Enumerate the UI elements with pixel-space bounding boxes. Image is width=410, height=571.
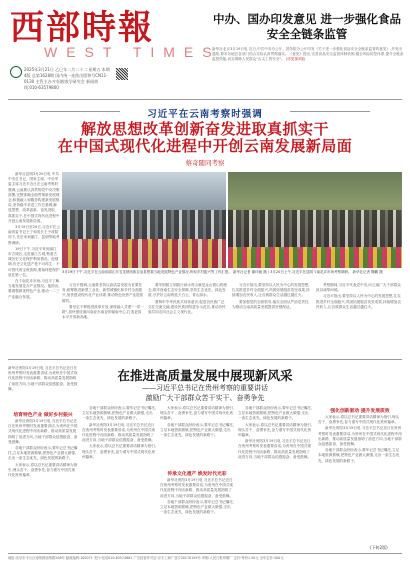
main-headline-line1: 解放思想改革创新奋发进取真抓实干 (80, 120, 329, 138)
second-story-lead: 新华社贵阳3月19日电 习近平总书记近日在贵州考察时发表重要讲话,为贵州在中国式现代化进程中闯出新路、推动高质量发展指明了前进方向,当地干部群众倍感振奋、备受鼓舞。 (8, 366, 78, 391)
divider (8, 553, 402, 554)
divider (8, 359, 402, 360)
byline: 蔡奇随同考察 (185, 159, 225, 167)
photo-village-visit (228, 172, 402, 268)
photo-caption: 3月19日下午,习近平在云南省丽江市玉龙纳西族自治县察看当地发展特色产业情况,听取乡村振兴等工作汇报。 新华社记者 谢环驰 摄 / 3月20日上午,习近平在昆明斗南花卉市场考察调研。 新华社记者 鞠鹏 摄 (62, 270, 383, 274)
second-story-column-3a: 大家表示,将以总书记重要讲话精神为指引,埋头苦干、奋勇争先,奋力谱写中国式现代化贵州篇章。 各地干部群众纷纷表示,要牢记总书记嘱托,立足本地资源禀赋,把特色产业做大做强,走出一条生态优先、绿色发展的新路子。 (160, 406, 234, 438)
issue-meta: 2025年3月21日 乙巳年二月二十二 星期五 本期4版 总第1628期 国内统一连续出版物号CN11-0130 主管主办:中国税收学研究会 新闻热线:010-63579800 (24, 67, 110, 90)
masthead-logo: 西部時報 (10, 8, 154, 48)
second-story-subtitle-3: 强化创新驱动 提升发展质效 (330, 409, 390, 414)
second-story-column-1: 新华社贵阳3月19日电 习近平总书记近日在贵州考察时发表重要讲话,为贵州在中国式现代化进程中闯出新路、推动高质量发展指明了前进方向,当地干部群众倍感振奋、备受鼓舞。 各地干部群众纷纷表示,要牢记总书记嘱托,立足本地资源禀赋,把特色产业做大做强,走出一条生态优先、绿色发展的新路子。 大家表示,将以总书记重要讲话精神为指引,埋头苦干、奋勇争先,奋力谱写中国式现代化贵州篇章。 (8, 419, 78, 478)
top-story-more[interactable]: (详见第2版) (285, 57, 306, 61)
masthead-english: WEST TIMES (44, 44, 221, 60)
second-story-deck: ——习近平总书记在贵州考察的重要讲话 激励广大干部群众苦干实干、奋勇争先 (142, 384, 268, 402)
second-story-column-4: 各地干部群众纷纷表示,要牢记总书记嘱托,立足本地资源禀赋,把特色产业做大做强,走出一条生态优先、绿色发展的新路子。 大家表示,将以总书记重要讲话精神为指引,埋头苦干、奋勇争先,奋力谱写中国式现代化贵州篇章。 新华社贵阳3月19日电 习近平总书记近日在贵州考察时发表重要讲话,为贵州在中国式现代化进程中闯出新路、推动高质量发展指明了前进方向,当地干部群众倍感振奋、备受鼓舞。 (238, 406, 312, 459)
second-story-subtitle-2: 传承文化遗产 焕发时代光彩 (167, 472, 227, 477)
main-kicker: 习近平在云南考察时强调 (147, 109, 263, 120)
top-story-text: 新华社北京3月19日电 近日,中共中央办公厅、国务院办公厅印发《关于进一步强化食品安全全链条监管的意见》,并发出通知,要求各地区各部门结合实际认真贯彻落实。《意见》提出,完善食品安全监管体制机制,健全风险防控体系,提升全链条监管效能,切实保障人民群众"舌尖上的安全"。 (详见第2版) (212, 47, 404, 61)
footer-info: 地址:北京市丰台区南苑路南苑路208号 邮政编码:100071 发行:电话010-63574861 广告经营许可证:京丰工商广登字20170159号 印刷:人民日报印刷厂 定价:每份1.50元 全年定价:300元 (8, 556, 284, 560)
main-story-column-2: 习近平强调,云南要坚持以高质量发展为首要任务,统筹推进新型工业化、新型城镇化和乡村全面振兴,加快建设现代化产业体系,推动特色优势产业提质增效。 要坚定不移推进改革开放,深度融入共建"一带一路",加快建设面向南亚东南亚的辐射中心,打造更高水平开放新高地。 (62, 283, 144, 320)
second-story-column-3b: 新华社贵阳3月19日电 习近平总书记近日在贵州考察时发表重要讲话,为贵州在中国式现代化进程中闯出新路、推动高质量发展指明了前进方向,当地干部群众倍感振奋、备受鼓舞。 各地干部群众纷纷表示,要牢记总书记嘱托,立足本地资源禀赋,把特色产业做大做强,走出一条生态优先、绿色发展的新路子。 (160, 478, 234, 515)
main-headline-line2: 在中国式现代化进程中开创云南发展新局面 (57, 137, 353, 155)
main-story-left-column: 新华社昆明3月20日电 中共中央总书记、国家主席、中央军委主席习近平近日在云南考察时强调,云南要认真贯彻党中央决策部署,完整准确全面贯彻新发展理念,积极融入和服务构建新发展格局,坚持稳中求进工作总基调,解放思想、改革创新、奋发进取、真抓实干,在中国式现代化进程中开创云南发展新局面。 3月19日至20日,习近平在云南省委书记王宁和省长王予波陪同下,先后来到丽江、昆明等地考察调研。 19日下午,习近平来到丽江市古城区,走进丽江古城,察看古城历史文化保护利用情况。他强调,历史文化遗产是不可再生、不可替代的宝贵资源,要始终把保护放在第一位。 在斗南花卉市场,习近平了解当地发展花卉产业情况。他指出,要做强做优特色产业,推动一二三产业融合发展。 (8, 172, 60, 299)
second-story-headline[interactable]: 在推进高质量发展中展现新风采 (117, 368, 293, 383)
second-story-subtitle-1: 培育特色产业 做好乡村振兴 (13, 413, 73, 418)
emblem-icon (10, 66, 22, 78)
second-story-column-2: 各地干部群众纷纷表示,要牢记总书记嘱托,立足本地资源禀赋,把特色产业做大做强,走出一条生态优先、绿色发展的新路子。 新华社贵阳3月19日电 习近平总书记近日在贵州考察时发表重要讲话,为贵州在中国式现代化进程中闯出新路、推动高质量发展指明了前进方向,当地干部群众倍感振奋、备受鼓舞。 大家表示,将以总书记重要讲话精神为指引,埋头苦干、奋勇争先,奋力谱写中国式现代化贵州篇章。 (82, 406, 156, 459)
main-story-column-5: 考察期间,习近平代表党中央,向云南广大干部群众致以诚挚问候。 习近平指出,要坚持以人民为中心的发展思想,扎实推进乡村全面振兴,巩固拓展脱贫攻坚成果,持续增加农民收入,让各族群众生活越过越红火。 (316, 283, 401, 309)
continued-note[interactable]: (下转2版) (370, 545, 388, 550)
top-story-headline[interactable]: 中办、国办印发意见 进一步强化食品安全全链条监管 (212, 12, 401, 41)
main-headline[interactable] (0, 121, 410, 155)
second-story-column-5: 大家表示,将以总书记重要讲话精神为指引,埋头苦干、奋勇争先,奋力谱写中国式现代化贵州篇章。 新华社贵阳3月19日电 习近平总书记近日在贵州考察时发表重要讲话,为贵州在中国式现代化进程中闯出新路、推动高质量发展指明了前进方向,当地干部群众倍感振奋、备受鼓舞。 各地干部群众纷纷表示,要牢记总书记嘱托,立足本地资源禀赋,把特色产业做大做强,走出一条生态优先、绿色发展的新路子。 (318, 415, 402, 463)
qr-code-icon (116, 68, 128, 80)
divider (8, 99, 402, 100)
main-story-column-3: 要牢固树立和践行绿水青山就是金山银山的理念,筑牢西南生态安全屏障,坚持生态优先、绿色发展,守护好云南的蓝天白云、青山绿水。 要铸牢中华民族共同体意识,促进各民族广泛交往交流交融,建设民族团结进步示范区,推动各民族共同走向社会主义现代化。 (148, 283, 227, 315)
main-story-column-4: 习近平指出,要坚持以人民为中心的发展思想,扎实推进乡村全面振兴,巩固拓展脱贫攻坚成果,持续增加农民收入,让各族群众生活越过越红火。 要加强党的全面领导,落实全面从严治党责任,为推动云南高质量发展提供坚强保证。 (232, 283, 310, 309)
photo-flower-market (62, 172, 226, 268)
